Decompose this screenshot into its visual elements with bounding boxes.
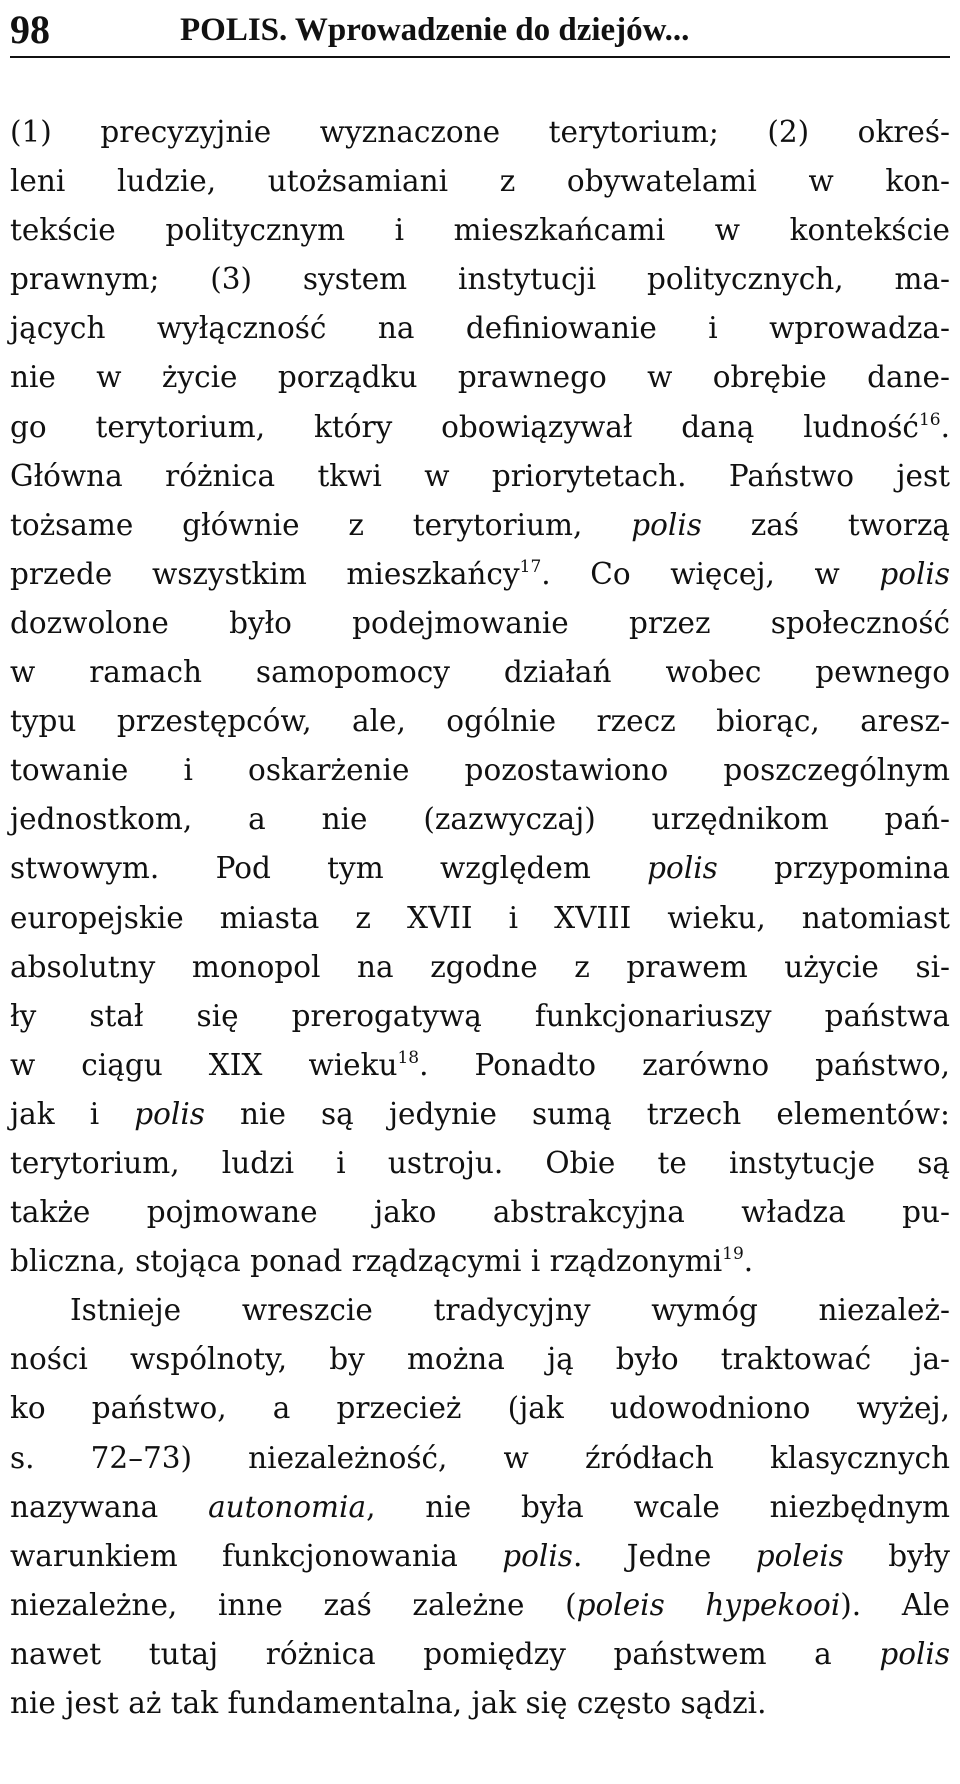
- text-line: niezależne, inne zaś zależne (poleis hypekooi). Ale: [10, 1587, 951, 1622]
- text-line: w ramach samopomocy działań wobec pewnego: [10, 655, 950, 690]
- body-text: [10, 108, 950, 1728]
- text-line: (1) precyzyjnie wyznaczone terytorium; (2) okreś-: [10, 115, 950, 149]
- text-line: w ciągu XIX wieku$^{18}$. Ponadto zarówno państwo,: [10, 1047, 950, 1082]
- text-line: przede wszystkim mieszkańcy$^{17}$. Co więcej, w polis: [10, 556, 950, 591]
- text-line: terytorium, ludzi i ustroju. Obie te instytucje są: [10, 1145, 950, 1180]
- text-line: bliczna, stojąca ponad rządzącymi i rządzonymi$^{19}$.: [10, 1244, 754, 1279]
- text-line: stwowym. Pod tym względem polis przypomina: [10, 851, 950, 886]
- text-line: ności wspólnoty, by można ją było traktować ja-: [10, 1342, 950, 1377]
- text-line: tożsame głównie z terytorium, polis zaś tworzą: [10, 507, 950, 542]
- text-line: także pojmowane jako abstrakcyjna władza pu-: [10, 1195, 950, 1230]
- page-number: 98: [10, 7, 50, 52]
- text-line: nie w życie porządku prawnego w obrębie dane-: [10, 360, 950, 395]
- text-line: dozwolone było podejmowanie przez społeczność: [10, 605, 950, 640]
- text-line: nie jest aż tak fundamentalna, jak się często sądzi.: [10, 1686, 767, 1720]
- text-line: s. 72–73) niezależność, w źródłach klasycznych: [10, 1440, 950, 1475]
- text-line: absolutny monopol na zgodne z prawem użycie si-: [10, 949, 950, 984]
- text-line: nawet tutaj różnica pomiędzy państwem a polis: [10, 1636, 950, 1671]
- footnote-ref-19[interactable]: 19: [722, 1244, 744, 1265]
- text-line: ko państwo, a przecież (jak udowodniono wyżej,: [10, 1391, 950, 1426]
- text-line: jednostkom, a nie (zazwyczaj) urzędnikom pań-: [10, 802, 950, 837]
- text-line: leni ludzie, utożsamiani z obywatelami w kon-: [10, 164, 950, 199]
- book-page: [10, 0, 950, 1728]
- text-line: towanie i oskarżenie pozostawiono poszczególnym: [10, 753, 950, 788]
- text-line: jak i polis nie są jedynie sumą trzech elementów:: [10, 1096, 950, 1131]
- text-line: ły stał się prerogatywą funkcjonariuszy państwa: [10, 998, 950, 1033]
- text-line: Główna różnica tkwi w priorytetach. Państwo jest: [10, 458, 950, 493]
- text-line: europejskie miasta z XVII i XVIII wieku, natomiast: [10, 900, 950, 935]
- text-line: jących wyłączność na definiowanie i wprowadza-: [10, 311, 950, 346]
- text-line: nazywana autonomia, nie była wcale niezbędnym: [10, 1489, 950, 1524]
- text-line: go terytorium, który obowiązywał daną ludność$^{16}$.: [10, 409, 950, 444]
- text-line: warunkiem funkcjonowania polis. Jedne poleis były: [10, 1538, 950, 1573]
- footnote-ref-18[interactable]: 18: [397, 1047, 420, 1068]
- text-line: tekście politycznym i mieszkańcami w kontekście: [10, 213, 950, 248]
- running-title: POLIS. Wprowadzenie do dziejów...: [180, 12, 690, 48]
- footnote-ref-16[interactable]: 16: [918, 409, 941, 430]
- footnote-ref-17[interactable]: 17: [519, 556, 542, 577]
- text-line: prawnym; (3) system instytucji politycznych, ma-: [10, 262, 950, 297]
- running-header: [10, 0, 950, 58]
- text-line: Istnieje wreszcie tradycyjny wymóg niezależ-: [70, 1293, 950, 1328]
- text-line: typu przestępców, ale, ogólnie rzecz biorąc, aresz-: [10, 704, 950, 739]
